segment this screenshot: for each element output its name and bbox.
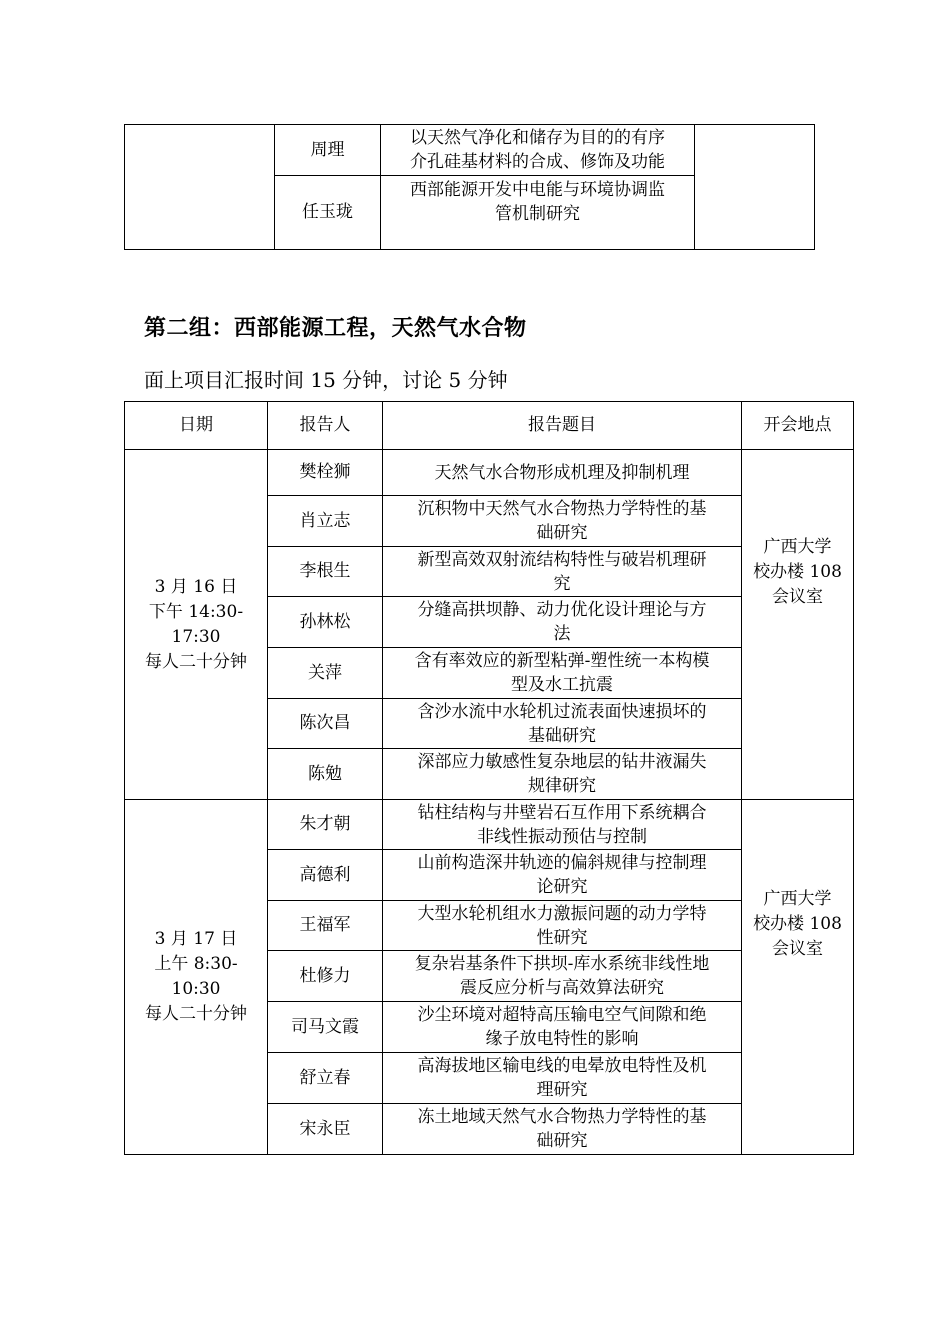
topic-cell: 大型水轮机组水力激振问题的动力学特 性研究 <box>383 901 742 951</box>
topic-cell: 含有率效应的新型粘弹-塑性统一本构模 型及水工抗震 <box>383 648 742 699</box>
session-date-cell: 3 月 17 日 上午 8:30- 10:30 每人二十分钟 <box>125 800 268 1155</box>
location-cell <box>695 125 815 250</box>
reporter-cell: 肖立志 <box>268 496 383 547</box>
group-heading: 第二组：西部能源工程，天然气水合物 <box>144 315 527 341</box>
header-row <box>125 402 854 450</box>
reporter-cell: 朱才朝 <box>268 800 383 850</box>
topic-cell: 含沙水流中水轮机过流表面快速损坏的 基础研究 <box>383 699 742 749</box>
reporter-cell: 司马文霞 <box>268 1002 383 1053</box>
header-location: 开会地点 <box>742 402 854 450</box>
topic-cell: 新型高效双射流结构特性与破岩机理研 究 <box>383 547 742 597</box>
topic-cell: 钻柱结构与井壁岩石互作用下系统耦合 非线性振动预估与控制 <box>383 800 742 850</box>
previous-group-table <box>124 124 815 250</box>
topic-cell: 冻土地域天然气水合物热力学特性的基 础研究 <box>383 1104 742 1155</box>
reporter-cell: 李根生 <box>268 547 383 597</box>
session-date-cell: 3 月 16 日 下午 14:30- 17:30 每人二十分钟 <box>125 450 268 800</box>
reporter-cell: 陈勉 <box>268 749 383 800</box>
reporter-cell: 关萍 <box>268 648 383 699</box>
reporter-cell: 宋永臣 <box>268 1104 383 1155</box>
header-date: 日期 <box>125 402 268 450</box>
group2-schedule-table <box>124 401 854 1155</box>
topic-cell: 山前构造深井轨迹的偏斜规律与控制理 论研究 <box>383 850 742 901</box>
table-row <box>125 125 815 176</box>
session-location-cell: 广西大学 校办楼 108 会议室 <box>742 450 854 800</box>
topic-cell: 沉积物中天然气水合物热力学特性的基 础研究 <box>383 496 742 547</box>
table-row <box>125 450 854 496</box>
reporter-cell: 周理 <box>275 125 381 176</box>
time-note: 面上项目汇报时间 15 分钟，讨论 5 分钟 <box>144 368 508 392</box>
topic-cell: 分缝高拱坝静、动力优化设计理论与方 法 <box>383 597 742 648</box>
topic-cell: 高海拔地区输电线的电晕放电特性及机 理研究 <box>383 1053 742 1104</box>
reporter-cell: 樊栓狮 <box>268 450 383 496</box>
topic-cell: 深部应力敏感性复杂地层的钻井液漏失 规律研究 <box>383 749 742 800</box>
header-reporter: 报告人 <box>268 402 383 450</box>
reporter-cell: 孙林松 <box>268 597 383 648</box>
session-location-cell: 广西大学 校办楼 108 会议室 <box>742 800 854 1155</box>
date-cell <box>125 125 275 250</box>
reporter-cell: 任玉珑 <box>275 176 381 250</box>
reporter-cell: 王福军 <box>268 901 383 951</box>
topic-cell: 以天然气净化和储存为目的的有序 介孔硅基材料的合成、修饰及功能 <box>381 125 695 176</box>
reporter-cell: 高德利 <box>268 850 383 901</box>
topic-cell: 沙尘环境对超特高压输电空气间隙和绝 缘子放电特性的影响 <box>383 1002 742 1053</box>
reporter-cell: 舒立春 <box>268 1053 383 1104</box>
reporter-cell: 陈次昌 <box>268 699 383 749</box>
reporter-cell: 杜修力 <box>268 951 383 1002</box>
header-topic: 报告题目 <box>383 402 742 450</box>
topic-cell: 西部能源开发中电能与环境协调监 管机制研究 <box>381 176 695 250</box>
topic-cell: 天然气水合物形成机理及抑制机理 <box>383 450 742 496</box>
topic-cell: 复杂岩基条件下拱坝-库水系统非线性地 震反应分析与高效算法研究 <box>383 951 742 1002</box>
table-row <box>125 800 854 850</box>
